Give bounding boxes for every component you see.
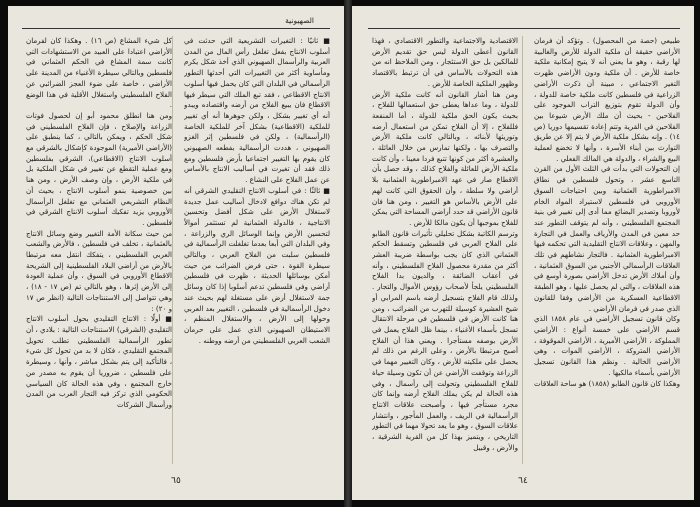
- header-rule: [368, 28, 680, 29]
- header-rule: [22, 28, 330, 29]
- running-head: الصهيونية: [285, 16, 314, 25]
- column-text: طبيعي (حصة من المحصول) . وتؤكد أن فرمان الأراضي حقيقة أن ملكية الدولة للأرض والغالبية لها رقبة ، وهو ما يعني أنه لا يتيح إمكانية ملكية خاصة للأرض . أن ملكية ودون الأراضي ظهرت التغير الاجتماعي ، مبينة أن ذكرت الأراضي الزراعية في فلسطين كانت ملكية خاصة للدولة ، وأن الدولة تقوم بتوزيع التراب الموجود على الفلاحين - بحيث أن ملك الأرض شيوعا بين الفلاحين في القرية وتتم إعادة تقسيمها دوريا (ص ١٤) . وإنه بشكل ملكية الأرض لا يتم إلا عن طريق التوارث بين أبناء الأسرة ، وأنها لا تخضع لعملية البيع والشراء ، والدولة هي المالك الفعلي . إن التحولات التي بدأت في الثلث الأول من القرن التاسع عشر ، وتحول فلسطين في نطاق الامبراطورية العثمانية وبين احتياجات السوق الأوروبي في فلسطين لاستيراد المواد الخام لأوروبا وتصدير البضائع مما أدى إلى تغيير في بنية المجتمع الفلسطيني ، وأنه لم يتوقف التطور عند حد معين في المدن والأرياف والعمل في التجارة والمهن ، وعلاقات الانتاج التقليدية التي تحكمه فيها الامبراطورية العثمانية . فالتجار نشاطهم في تلك العلاقات الرأسمالي الأجنبي من السوق العثمانية ، وأن أملاك الأرض تدخل الأراضي بصورة أوسع في هذه العلاقات ، والتي لم يحصل عليها ، وهو الطبقة الاقطاعية العسكرية من الأراضي وفقا للقانون الذي صدر في فرمان الأراضي . وكان قانون تسجيل الأراضي في عام ١٨٥٨ الذي قسم الأراضي على خمسة أنواع : الأراضي المملوكة ، الأراضي الأميرية ، الأراضي الموقوفة ، الأراضي المتروكة ، الأراضي الموات ، وهي الأراضي الخالية . ونظم هذا القانون تسجيل الأراضي بأسماء مالكيها . وهكذا كان قانون الطابو (١٨٥٨) هو ساحة العلاقات: [534, 36, 680, 388]
- right-page: [352, 6, 694, 500]
- left-page-column-left: [26, 36, 172, 464]
- column-text: كل شيء المشاع (ص ١٦) . وهكذا كان لفرمان الأراضي اعتبادا على العبيد من الاستشهادات التي كانت سمة المشاع في الحكم العثماني في فلسطين وبالتالي سيطرة الأغنياء من المدينة على الأراضي ، خاصة على ضوء العجز الضرائبي عن الفلاح الفلسطيني واستغلال الأقلية في هذا الوضع . ومن هنا انطلق محمود أبو إن لحصول فوتات الزراعة والإصلاح ، فإن الفلاح الفلسطيني في شكل الحكم ، ويمكن بالتالي ، كما ينطبق على (الأراضي الأميرية) الموجودة كإشكال بالشرقي مع أسلوب الانتاج (الاقطاعي)، الشرقي بفلسطين ومع عملية التقطع عن تغيير في شكل الملكية بل في ملكية الأرض ، وإن وصف الأرض ، ومن هنا بين خصوصية بنمو أسلوب الانتاج ، بحيث أن النظام التشريعي العثماني مع تغلغل الرأسمال الأوروبي يزيد تفكيك أسلوب الانتاج الشرقي في فلسطين . من حيث سكانة الأمة التغيير وضع وسائل الانتاج بالعثمانية ، تخلف في فلسطين ، فالأرض والشعب العربي الفلسطيني ، يتفكك انتقل معه مرتبطا بالأرض من أراضي البلاد الفلسطينية إلى الشريحة الاقطاع الأوروبي في السوق ، وأن عملية العودة إلى الأرض إثرها ، وهو بالتالي تم (ص ١٧ - ١٨) ، وهي تتواصل إلى الاستنتاجات التالية (انظر ص ١٧ و ٢٠) : ■ أولًا : الانتاج التقليدي بحول أسلوب الانتاج التقليدي (الشرقي) الاستنتاجات التالية : بلادي ، أن تطور الرأسمالية الفلسطيني تطلب تحويل المجتمع التقليدي ، فكان لا بد من تحول كل شيء ، فالتأكيد إلى يتم بشكل مباشر ، وأنها ، وسيطرة على فلسطين ، ضروريا أن يقوم به مصدر من خارج المجتمع ، وفي هذه الحالة كان السياسي الحكومي الذي تركز فيه التجار العرب من المدن ورأسمال الشركات: [26, 36, 172, 409]
- column-text: ■ ثانيًا : التغيرات التشريعية التي حدثت في أسلوب الانتاج بفعل تغلغل رأس المال من المدن العربية والرأسمال الصهيوني الذي أخذ شكل يكرم ومأساوية أكثر من التغييرات التي أحدثها التطور الرأسمالي في البلدان التي كان يحمل فيها أسلوب الانتاج الاقطاعي ، فقد تبع الملك التي سيطر فيها الاقطاع فان يبيع الفلاح من أرضه واقتصاده ويبدو أنه أي تغيير بشكل ، ولكن جوهرها أنه أي تغيير للملكية (الاقطاعية) بشكل آخر للملكية الخاصة (الرأسمالية) ، ولكن في فلسطين إثر الغزو الصهيوني ، هددت الرأسمالية بفطعه الصهيوني كان يقوم بها التغيير اجتماعيا بأرض فلسطين ومع ذلك فقد أن تغيرت في أساليب الانتاج بالأساس عن عمل الفلاح على النشاع . ■ ثالثًا : في أسلوب الانتاج التقليدي الشرقي أنه لم تكن هناك دوافع لادخال أساليب عمل جديدة لاستغلال الأرض على شكل أفضل وتحسين الانتاجية ، فالدولة العثمانية لم تستثمر أموالاً لتحسين الأرض وإنما الوسائل الري والزراعة ، وفي البلدان التي أبعا بعدما تغلغلت الرأسمالية في فلسطين سلبت من الفلاح العربي ، وبالتالي سيطرة القوة ، حتى فرض الضرائب من حيث أمكن بوسائلها الحديثة ، ظهرت في فلسطين أراضي وفي فلسطين تدعم أسلوبا إذا كان وسائل جمة لاستغلال أرض على مستغلة لهم بحيث عند دخول الرأسمالية في فلسطين ، التغيير بعد العربي وحولها إلى الأرض ، والاستغلال المنظم ، الاستيطان الصهيوني الذي عمل على حرمان الشعب العربي الفلسطيني من أرضه ووطنه .: [184, 36, 330, 345]
- page-number: ٦٤: [518, 476, 528, 486]
- left-page: [8, 6, 344, 500]
- left-page-column-right: [184, 36, 330, 464]
- right-page-column-left: [372, 36, 518, 464]
- book-gutter: [344, 0, 352, 507]
- right-page-column-right: [534, 36, 680, 464]
- column-divider: [522, 36, 523, 464]
- column-divider: [172, 36, 173, 464]
- column-text: الاقتصادية والاجتماعية والتطور الاقتصادي ، فهذا القانون أعطى الدولة ليس حق تقديم الأرض للمالكين بل حق الاستئجار ، ومن الملاحظ انه من هذه التحولات بالأساس في أن ترتبط بالاقتصاد وظهور الملكية الخاصة للأرض . ومن هنا أشار القانون أنه كانت ملكية الأرض للدولة ، وما عداها يعطى حق استعمالها للفلاح ، بحيث يكون الحق ملكية للدولة ، أما المنفعة فللفلاح ، إلا أن الفلاح تمكن من استعمال أرضه وتوريثها لأبنائه ، وبالتالي كانت ملكية الأرض والتصرف بها ، ولكنها تمارس من خلال العائلة ، والعشيرة أكثر من كونها تتبع فردا معينا ، وأن كانت ملكية الأرض للعائلة والفلاح كذلك ، وقد حصل بأن الاقطاع صار في عهد الامبراطورية العثمانية بلا أراضي ولا سلطة ، وأن الحقوق التي كانت لهم على الأرض بالأساس هو التغيير ، ومن هنا فان قانون الأراضي قد حدد أراضي المساحة التي يمكن للفلاح بموجبها أن يكون مالكا للأرض . وترسم الكاتبة بشكل تحليلي تأثيرات قانون الطابو على الفلاح العربي في فلسطين وتسقط الحكم العثماني الذي كان يجب بواسطة ضريبة العشر أكثر من مقدرة محصول الفلاح الفلسطيني ، وأنه في أعقاب الضائقة ، والديون بدا الفلاح الفلسطيني يلجأ لأصحاب رؤوس الأموال والتجار . ولذلك قام الفلاح بتسجيل أرضه باسم المرابي أو شيخ العشيرة كوسيلة للتهرب من الضرائب ، ومن هنا كانت الأرض في فلسطين في مرحلة الانتقال تسجل بأسماء الأغنياء ، بينما ظل الفلاح يعمل في الأرض بوصفه مستأجرا . ويعني هذا أن الفلاح أصبح مرتبطا بالأرض ، وعلى الرغم من ذلك لم يحصل على ملكيته للأرض ، وكان التغيير مهما في الزراعة وتوقفت الأراضي عن أن تكون وسيلة حياة للفلاح الفلسطيني وتحولت إلى رأسمال ، وفي هذه الحالة لم يكن يملك الفلاح أرضه وإنما كان مجرد مستأجر فيها ، وأصبحت علاقات الانتاج الرأسمالية في الريف ، والعمل المأجور ، وانتشار علاقات السوق ، وهو ما يعد تحولا مهما في التطور التاريخي ، ويتميز بهذا كل من القرية الشرقية ، والأرض ، وقبيل: [372, 36, 518, 452]
- page-number: ٦٥: [171, 476, 181, 486]
